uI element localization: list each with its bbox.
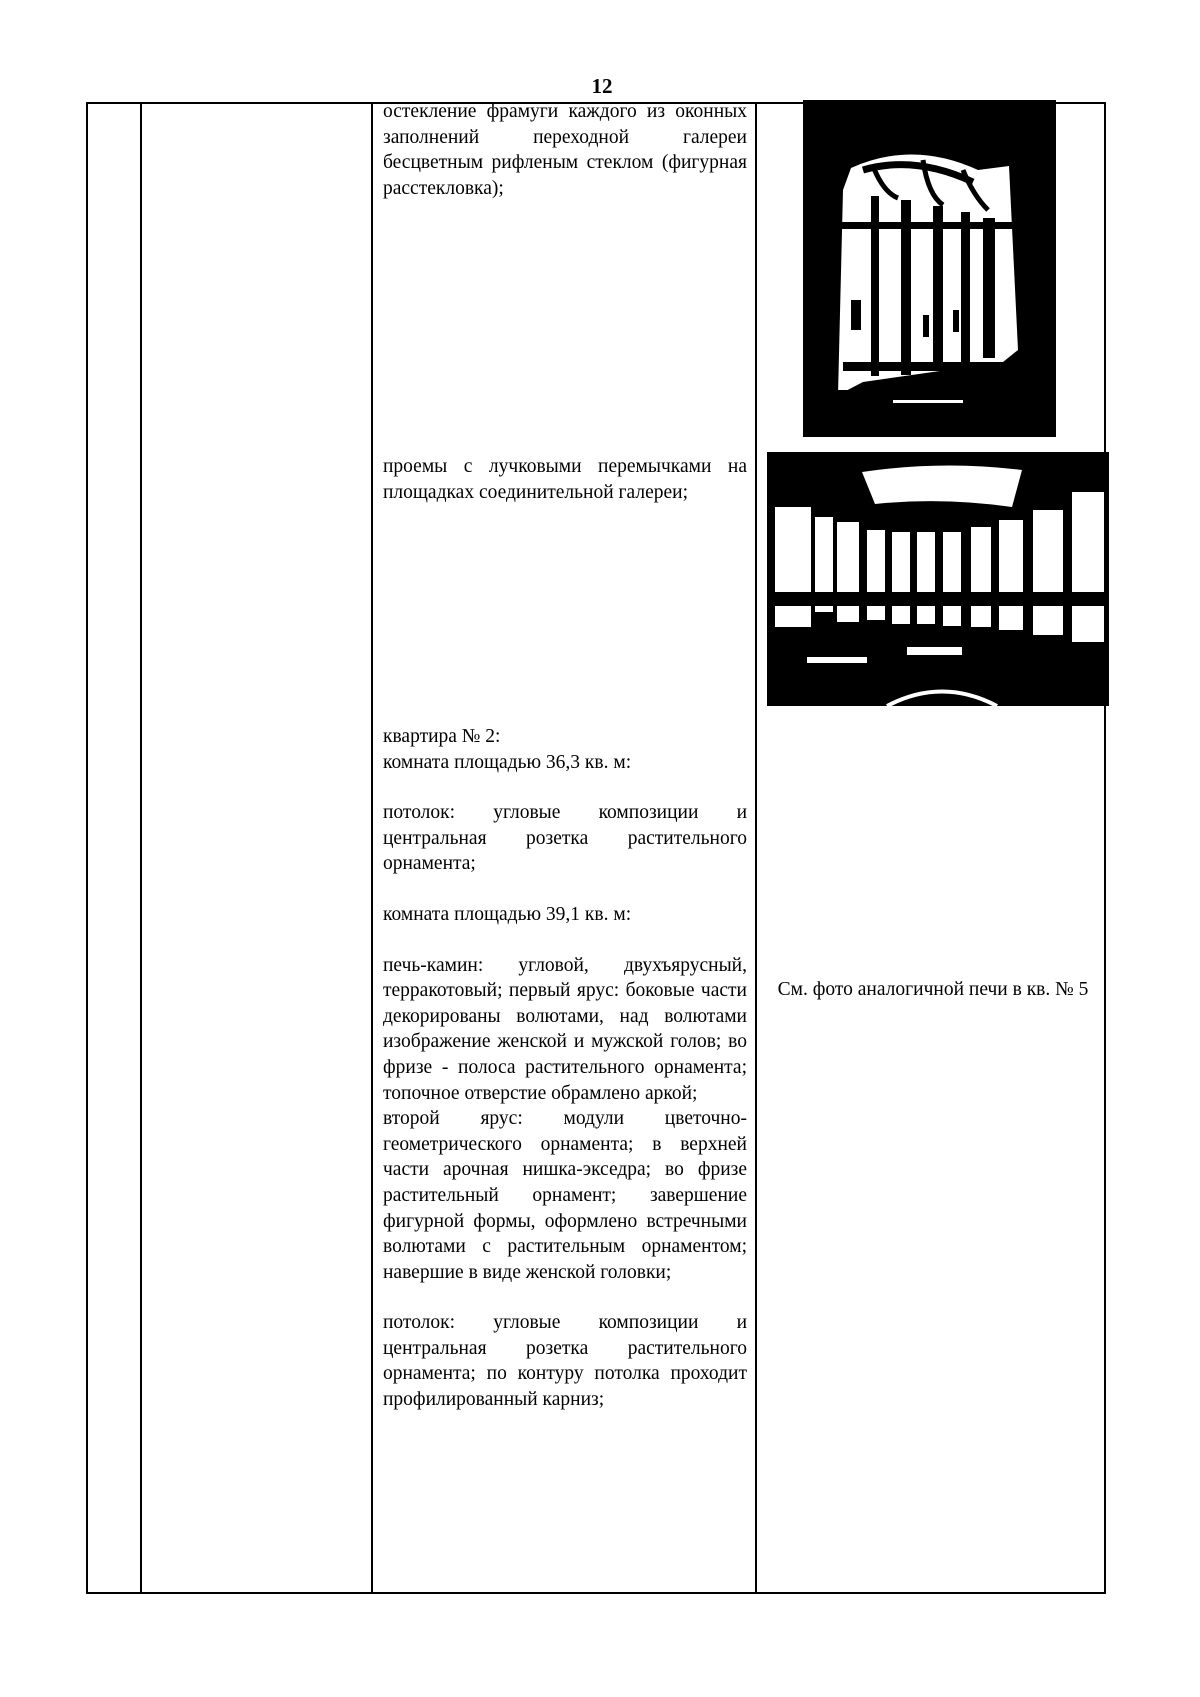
row-1-text-block <box>383 99 747 201</box>
row-3-text-block <box>383 724 747 1413</box>
gallery-window-transom-photo <box>803 100 1056 437</box>
table-border-left <box>86 102 88 1594</box>
table-border-right <box>1104 102 1106 1594</box>
ceiling-2-description: потолок: угловые композиции и центральная розетка растительного орнамента; по контуру потолка проходит профилированный карниз; <box>383 1312 747 1411</box>
stove-tier-2-description: второй ярус: модули цветочно-геометрического орнамента; в верхней части арочная нишка-экседра; во фризе растительный орнамент; завершение фигурной формы, оформлено встречными волютами с растительным орнаментом; навершие в виде женской головки; <box>383 1108 747 1283</box>
room-1-label: комната площадью 36,3 кв. м: <box>383 751 632 773</box>
table-column-divider-2 <box>371 102 373 1594</box>
table-column-divider-1 <box>140 102 142 1594</box>
page-number: 12 <box>591 74 613 98</box>
row-2-text-block <box>383 454 747 505</box>
table-border-bottom <box>86 1592 1106 1594</box>
window-photo-graphic <box>803 100 1056 437</box>
room-2-label: комната площадью 39,1 кв. м: <box>383 903 632 925</box>
galleries-photo-graphic <box>767 452 1109 706</box>
apartment-label: квартира № 2: <box>383 726 501 747</box>
similar-stove-note: См. фото аналогичной печи в кв. № 5 <box>777 979 1089 1000</box>
gallery-arched-openings-photo <box>767 452 1109 706</box>
table-column-divider-3 <box>755 102 757 1594</box>
arched-openings-description: проемы с лучковыми перемычками на площадках соединительной галереи; <box>383 456 747 503</box>
ceiling-1-description: потолок: угловые композиции и центральная розетка растительного орнамента; <box>383 802 747 875</box>
glazing-description: остекление фрамуги каждого из оконных заполнений переходной галереи бесцветным рифленым стеклом (фигурная расстекловка); <box>383 101 747 199</box>
stove-tier-1-description: печь-камин: угловой, двухъярусный, терракотовый; первый ярус: боковые части декорированы волютами, над волютами изображение женской и мужской голов; во фризе - полоса растительного орнамента; топочное отверстие обрамлено аркой; <box>383 954 747 1104</box>
